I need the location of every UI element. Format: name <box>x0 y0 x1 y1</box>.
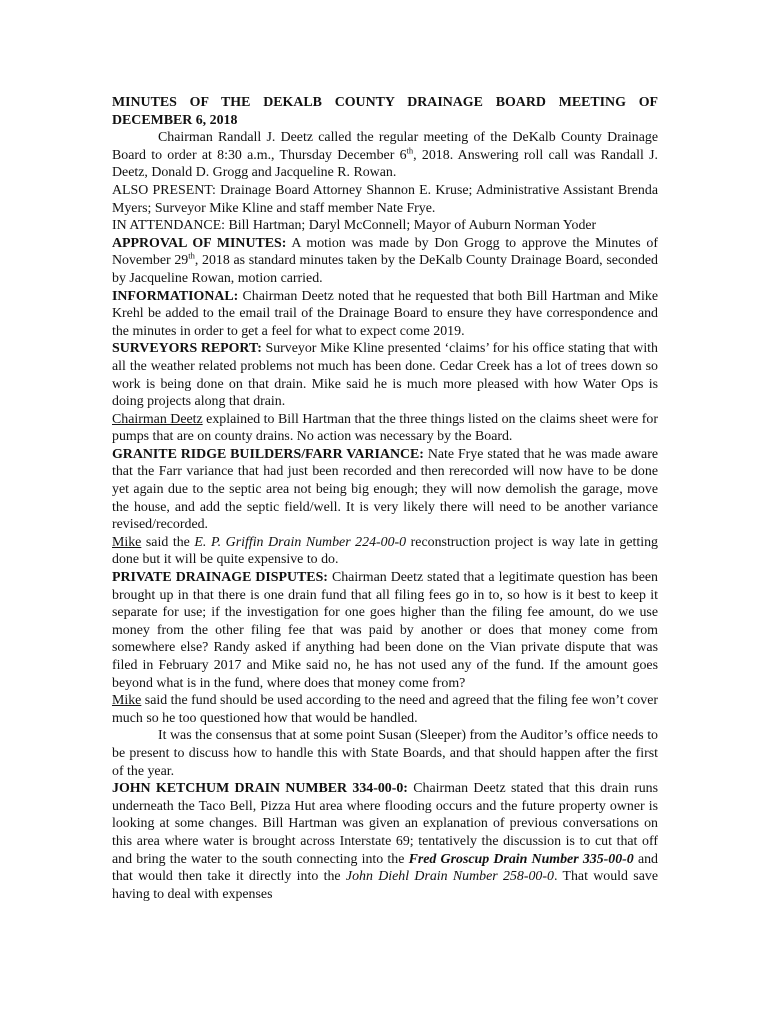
document-title <box>112 94 658 129</box>
also-present-text: Drainage Board Attorney Shannon E. Kruse; Administrative Assistant Brenda Myers; Surveyor Mike Kline and staff member Nate Frye. <box>112 182 658 216</box>
in-attendance-paragraph <box>112 217 658 235</box>
private-disputes-text: Chairman Deetz stated that a legitimate question has been brought up in that there is one drain fund that all filing fees go in to, so how is it best to keep it separate for use; if the investigation for one goes higher than the filing fee amount, do we use money from the other filing fee that was paid by another or does that money come from somewhere else? Randy asked if anything had been done on the Vian private dispute that was filed in February 2017 and Mike said no, he has not used any of the fund. If the amount goes beyond what is in the fund, where does that money come from? <box>112 570 658 691</box>
private-disputes-heading: PRIVATE DRAINAGE DISPUTES: <box>112 570 328 586</box>
griffin-text: said the <box>141 534 195 550</box>
fund-text: said the fund should be used according to the need and agreed that the filing fee won’t cover much so he too questioned how that would be handled. <box>112 693 658 726</box>
chairman-explained-text: explained to Bill Hartman that the three things listed on the claims sheet were for pumps that are on county drains. No action was necessary by the Board. <box>112 411 658 445</box>
approval-text-cont: , 2018 as standard minutes taken by the DeKalb County Drainage Board, seconded by Jacqueline Rowan, motion carried. <box>112 253 658 286</box>
in-attendance-text: Bill Hartman; Daryl McConnell; Mayor of Auburn Norman Yoder <box>225 218 597 234</box>
superscript-th: th <box>188 250 195 261</box>
consensus-paragraph <box>112 727 658 780</box>
also-present-paragraph <box>112 182 658 217</box>
mike-name: Mike <box>112 534 142 550</box>
granite-paragraph <box>112 446 658 534</box>
fund-paragraph <box>112 692 658 727</box>
approval-heading: APPROVAL OF MINUTES: <box>112 235 287 251</box>
ketchum-text-cont: and that would then take it directly into the <box>112 851 658 885</box>
griffin-paragraph <box>112 534 658 569</box>
granite-heading: GRANITE RIDGE BUILDERS/FARR VARIANCE: <box>112 446 424 462</box>
mike-name: Mike <box>112 693 142 709</box>
surveyors-text: Surveyor Mike Kline presented ‘claims’ for his office stating that with all the weather related problems not much has been done. Cedar Creek has a lot of trees down so work is being done on that drain. Mike said he is much more pleased with how Water Ops is doing projects along that drain. <box>112 341 658 410</box>
in-attendance-label: IN ATTENDANCE: <box>112 218 226 234</box>
chairman-deetz-name: Chairman Deetz <box>112 411 203 427</box>
surveyors-paragraph <box>112 340 658 410</box>
private-disputes-paragraph <box>112 569 658 692</box>
also-present-label: ALSO PRESENT: <box>112 182 216 198</box>
informational-paragraph <box>112 288 658 341</box>
superscript-th: th <box>406 145 414 156</box>
minutes-document <box>112 94 658 903</box>
call-to-order-paragraph <box>112 129 658 182</box>
chairman-explained-paragraph <box>112 411 658 446</box>
groscup-drain-name: Fred Groscup Drain Number 335-00-0 <box>408 851 634 867</box>
consensus-text: It was the consensus that at some point Susan (Sleeper) from the Auditor’s office needs to be present to discuss how to handle this with State Boards, and that should happen after the first of the year. <box>112 728 658 779</box>
call-to-order-text: Chairman Randall J. Deetz called the regular meeting of the DeKalb County Drainage Board to order at 8:30 a.m., Thursday December 6 <box>112 130 658 163</box>
informational-heading: INFORMATIONAL: <box>112 288 239 304</box>
griffin-text-cont: reconstruction project is way late in getting done but it will be quite expensive to do. <box>112 534 658 568</box>
ketchum-heading: JOHN KETCHUM DRAIN NUMBER 334-00-0: <box>112 781 408 797</box>
call-to-order-text-cont: , 2018. Answering roll call was Randall J. Deetz, Donald D. Grogg and Jacqueline R. Rowan. <box>112 147 658 181</box>
granite-text: Nate Frye stated that he was made aware that the Farr variance that had just been recorded and then rerecorded will now have to be done yet again due to the septic area not being big enough; they will now demolish the garage, move the house, and add the septic field/well. It is very likely there will need to be another variance revised/recorded. <box>112 446 658 533</box>
diehl-drain-name: John Diehl Drain Number 258-00-0 <box>345 869 554 885</box>
approval-paragraph <box>112 235 658 288</box>
ketchum-text-end: . That would save having to deal with expenses <box>112 869 658 902</box>
ketchum-text: Chairman Deetz stated that this drain runs underneath the Taco Bell, Pizza Hut area where flooding occurs and the future property owner is looking at some changes. Bill Hartman was given an explanation of previous conversations on this area where water is brought across Interstate 69; tentatively the discussion is to cut that off and bring the water to the south connecting into the <box>112 781 658 867</box>
approval-text: A motion was made by Don Grogg to approve the Minutes of November 29 <box>112 235 658 269</box>
ketchum-paragraph <box>112 780 658 903</box>
griffin-drain-name: E. P. Griffin Drain Number 224-00-0 <box>194 534 407 550</box>
title-text: MINUTES OF THE DEKALB COUNTY DRAINAGE BOARD MEETING OF DECEMBER 6, 2018 <box>112 95 658 128</box>
surveyors-heading: SURVEYORS REPORT: <box>112 341 262 357</box>
informational-text: Chairman Deetz noted that he requested that both Bill Hartman and Mike Krehl be added to the email trail of the Drainage Board to ensure they have correspondence and the minutes in order to get a feel for what to expect come 2019. <box>112 288 658 339</box>
